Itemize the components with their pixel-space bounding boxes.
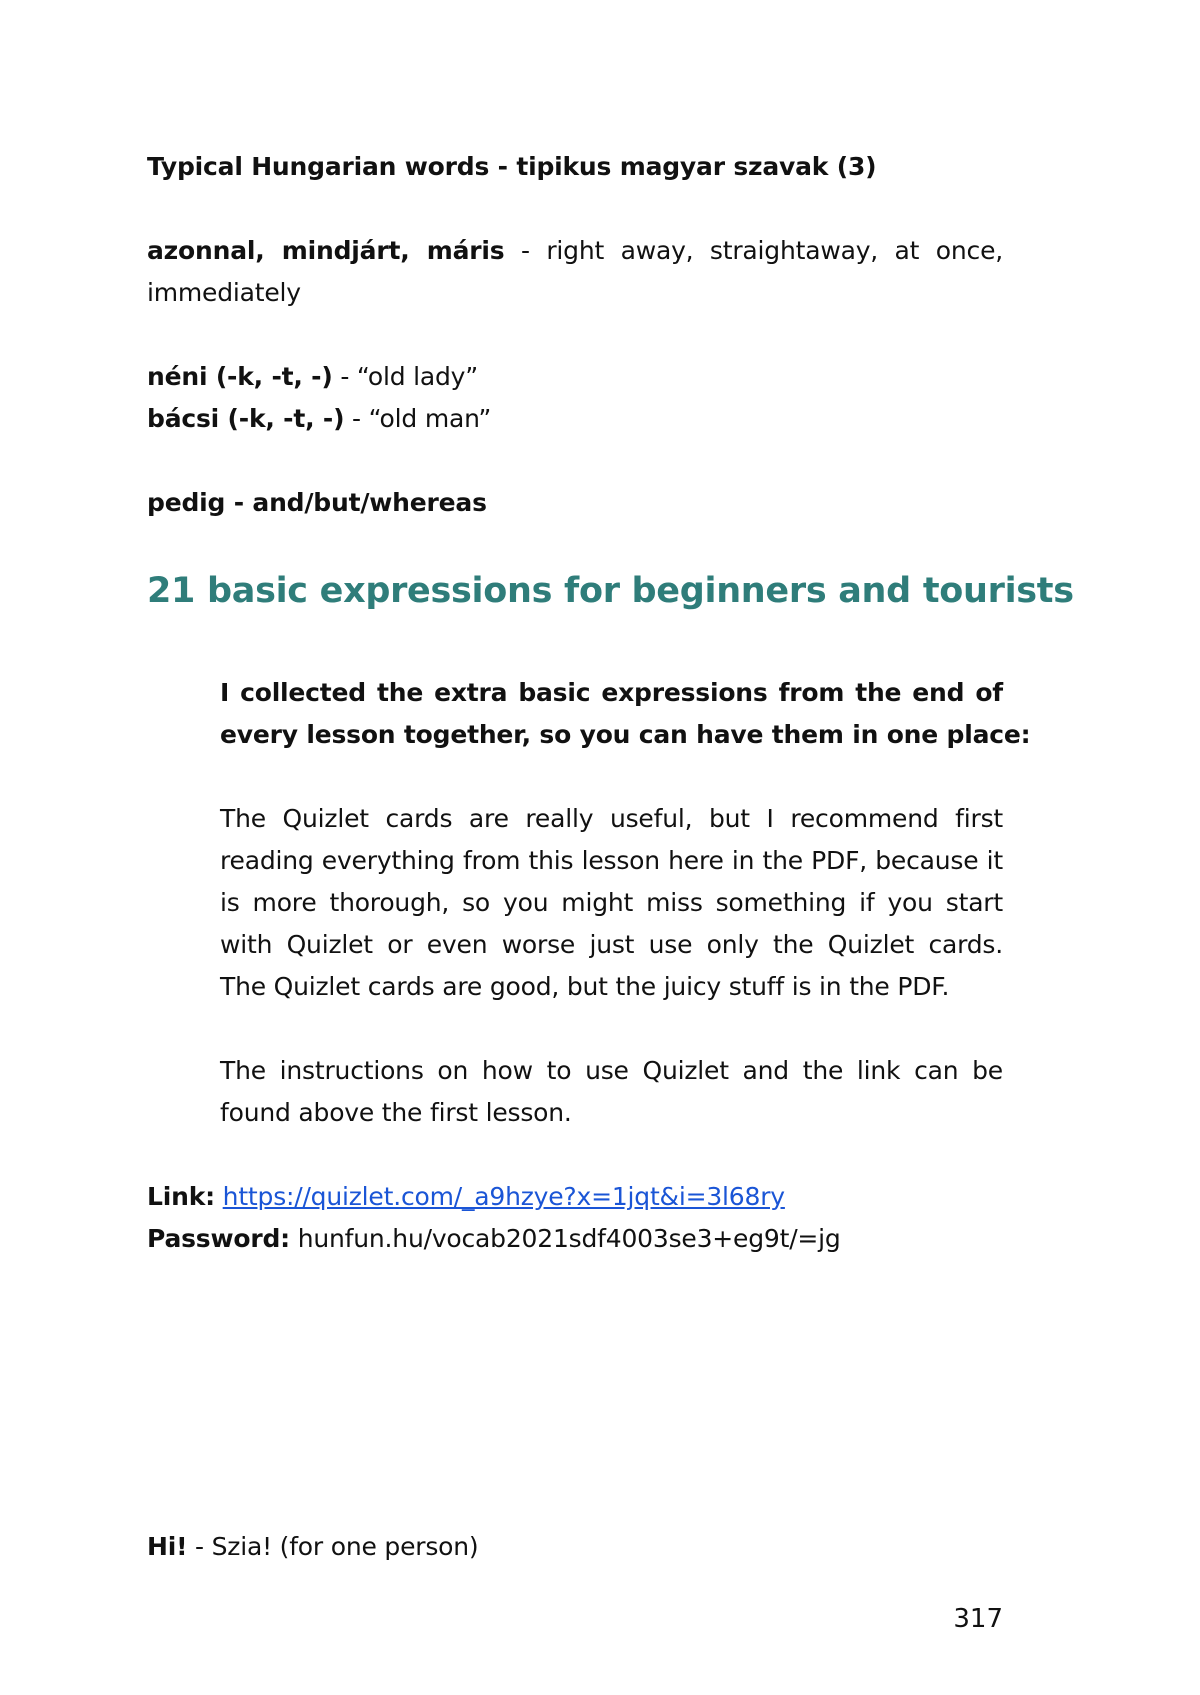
quizlet-line-1: The Quizlet cards are really useful, but I recommend first bbox=[220, 804, 1003, 833]
instructions-line-2: found above the first lesson. bbox=[220, 1098, 572, 1127]
expression-separator: - bbox=[187, 1532, 212, 1561]
quizlet-line-3: is more thorough, so you might miss something if you start bbox=[220, 888, 1003, 917]
vocab-entry-azonnal bbox=[147, 230, 1003, 272]
quizlet-line-2: reading everything from this lesson here in the PDF, because it bbox=[220, 846, 1003, 875]
vocab-meaning: “old man” bbox=[368, 404, 492, 433]
password-label: Password: bbox=[147, 1224, 290, 1253]
page-number: 317 bbox=[953, 1604, 1003, 1634]
expression-english: Hi! bbox=[147, 1532, 188, 1561]
vocab-term: bácsi (-k, -t, -) bbox=[147, 404, 345, 433]
vocab-separator: - bbox=[332, 362, 357, 391]
expression-translation: Szia! (for one person) bbox=[211, 1532, 479, 1561]
quizlet-link[interactable]: https://quizlet.com/_a9hzye?x=1jqt&i=3l68ry bbox=[222, 1182, 785, 1211]
vocab-meaning: “old lady” bbox=[356, 362, 478, 391]
expression-item bbox=[147, 1526, 1003, 1568]
password-row bbox=[147, 1218, 1003, 1260]
quizlet-line-4: with Quizlet or even worse just use only the Quizlet cards. bbox=[220, 930, 1003, 959]
vocab-entry-neni bbox=[147, 356, 1003, 398]
vocab-term: azonnal, mindjárt, máris bbox=[147, 236, 505, 265]
link-label: Link: bbox=[147, 1182, 215, 1211]
vocab-title: Typical Hungarian words - tipikus magyar szavak (3) bbox=[147, 152, 877, 181]
vocab-term: néni (-k, -t, -) bbox=[147, 362, 333, 391]
password-value: hunfun.hu/vocab2021sdf4003se3+eg9t/=jg bbox=[297, 1224, 841, 1253]
intro-line-2: every lesson together, so you can have them in one place: bbox=[220, 720, 1031, 749]
link-row bbox=[147, 1176, 1003, 1218]
vocab-entry-pedig: pedig - and/but/whereas bbox=[147, 488, 487, 517]
section-heading: 21 basic expressions for beginners and tourists bbox=[147, 571, 1074, 611]
vocab-separator: - bbox=[504, 236, 547, 265]
instructions-line-1: The instructions on how to use Quizlet and the link can be bbox=[220, 1056, 1003, 1085]
vocab-separator: - bbox=[344, 404, 369, 433]
quizlet-line-5: The Quizlet cards are good, but the juicy stuff is in the PDF. bbox=[220, 972, 950, 1001]
intro-line-1: I collected the extra basic expressions from the end of bbox=[220, 678, 1003, 707]
vocab-entry-azonnal-cont: immediately bbox=[147, 278, 301, 307]
vocab-entry-bacsi bbox=[147, 398, 1003, 440]
vocab-meaning: right away, straightaway, at once, bbox=[546, 236, 1003, 265]
